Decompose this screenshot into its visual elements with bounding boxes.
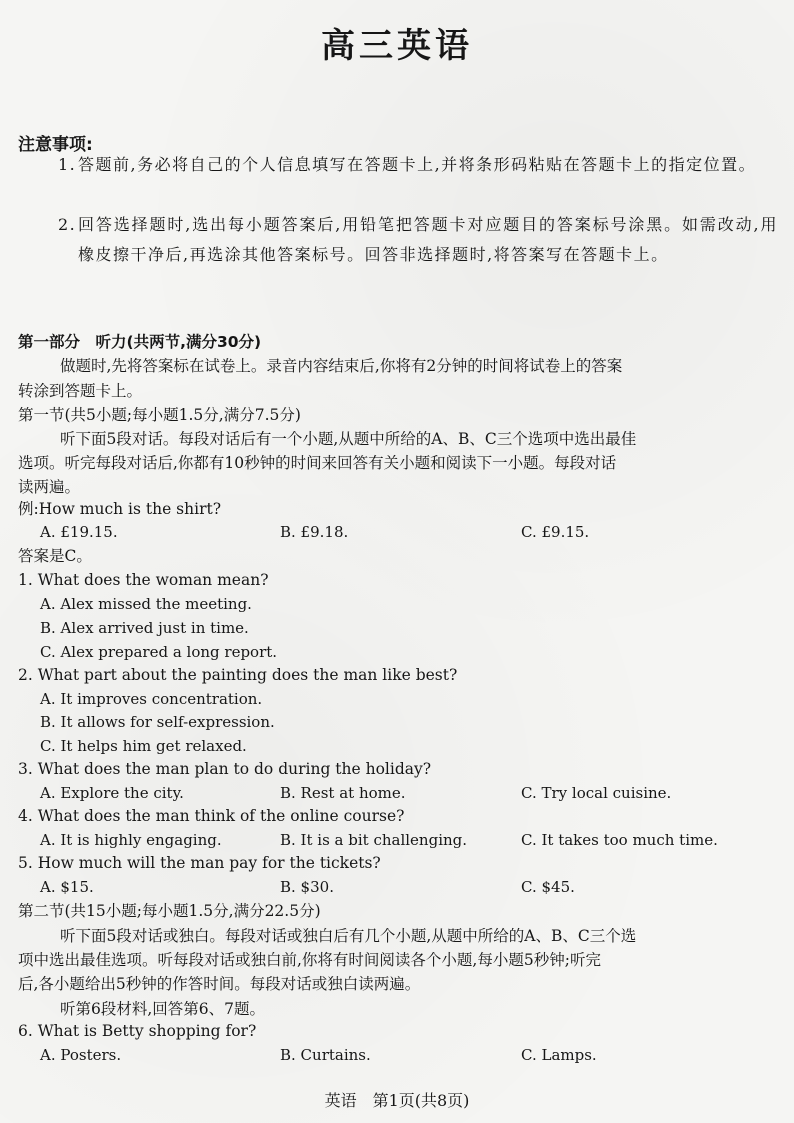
- example-option-c: C. £9.15.: [521, 523, 590, 541]
- q1-option-c: C. Alex prepared a long report.: [40, 643, 278, 661]
- section1-instruction-line: 读两遍。: [18, 478, 81, 496]
- part1-intro-line: 做题时,先将答案标在试卷上。录音内容结束后,你将有2分钟的时间将试卷上的答案: [60, 357, 623, 375]
- section2-instruction-line: 听下面5段对话或独白。每段对话或独白后有几个小题,从题中所给的A、B、C三个选: [60, 927, 637, 945]
- q4-option-a: A. It is highly engaging.: [40, 831, 222, 849]
- q1-option-b: B. Alex arrived just in time.: [40, 619, 249, 637]
- question-3: 3. What does the man plan to do during the holiday?: [18, 760, 432, 778]
- section2-subheading: 听第6段材料,回答第6、7题。: [60, 1000, 266, 1018]
- q4-option-b: B. It is a bit challenging.: [280, 831, 468, 849]
- page-footer: 英语 第1页(共8页): [324, 1091, 470, 1110]
- part1-heading: 第一部分 听力(共两节,满分30分): [18, 333, 262, 351]
- q6-option-a: A. Posters.: [40, 1046, 122, 1064]
- question-6: 6. What is Betty shopping for?: [18, 1022, 257, 1040]
- question-1: 1. What does the woman mean?: [18, 571, 269, 589]
- q4-option-c: C. It takes too much time.: [521, 831, 718, 849]
- section1-instruction-line: 听下面5段对话。每段对话后有一个小题,从题中所给的A、B、C三个选项中选出最佳: [60, 430, 637, 448]
- question-2: 2. What part about the painting does the man like best?: [18, 666, 458, 684]
- q2-option-c: C. It helps him get relaxed.: [40, 737, 247, 755]
- q1-option-a: A. Alex missed the meeting.: [40, 595, 252, 613]
- example-question: 例:How much is the shirt?: [18, 500, 222, 518]
- notice-item-1: [58, 150, 778, 180]
- q2-option-b: B. It allows for self-expression.: [40, 713, 275, 731]
- section2-instruction-line: 项中选出最佳选项。听每段对话或独白前,你将有时间阅读各个小题,每小题5秒钟;听完: [18, 951, 601, 969]
- notice-item-2: [58, 210, 778, 270]
- part1-intro-line: 转涂到答题卡上。: [18, 382, 143, 400]
- page-title: 高三英语: [321, 26, 473, 66]
- notice-item-text: 答题前,务必将自己的个人信息填写在答题卡上,并将条形码粘贴在答题卡上的指定位置。: [78, 155, 757, 174]
- q3-option-b: B. Rest at home.: [280, 784, 406, 802]
- notice-item-number: 1.: [58, 155, 77, 174]
- section2-instruction-line: 后,各小题给出5秒钟的作答时间。每段对话或独白读两遍。: [18, 975, 421, 993]
- q6-option-c: C. Lamps.: [521, 1046, 597, 1064]
- example-answer: 答案是C。: [18, 547, 92, 565]
- section1-instruction-line: 选项。听完每段对话后,你都有10秒钟的时间来回答有关小题和阅读下一小题。每段对话: [18, 454, 617, 472]
- question-4: 4. What does the man think of the online course?: [18, 807, 405, 825]
- example-option-a: A. £19.15.: [40, 523, 118, 541]
- q5-option-c: C. $45.: [521, 878, 575, 896]
- section2-heading: 第二节(共15小题;每小题1.5分,满分22.5分): [18, 902, 321, 920]
- section1-heading: 第一节(共5小题;每小题1.5分,满分7.5分): [18, 406, 301, 424]
- q3-option-a: A. Explore the city.: [40, 784, 184, 802]
- example-option-b: B. £9.18.: [280, 523, 349, 541]
- q6-option-b: B. Curtains.: [280, 1046, 371, 1064]
- q5-option-b: B. $30.: [280, 878, 334, 896]
- q2-option-a: A. It improves concentration.: [40, 690, 263, 708]
- question-5: 5. How much will the man pay for the tickets?: [18, 854, 381, 872]
- q3-option-c: C. Try local cuisine.: [521, 784, 672, 802]
- notice-item-number: 2.: [58, 215, 77, 234]
- notice-item-text: 回答选择题时,选出每小题答案后,用铅笔把答题卡对应题目的答案标号涂黑。如需改动,用橡皮擦干净后,再选涂其他答案标号。回答非选择题时,将答案写在答题卡上。: [78, 215, 778, 264]
- q5-option-a: A. $15.: [40, 878, 94, 896]
- notice-heading: 注意事项:: [18, 135, 93, 155]
